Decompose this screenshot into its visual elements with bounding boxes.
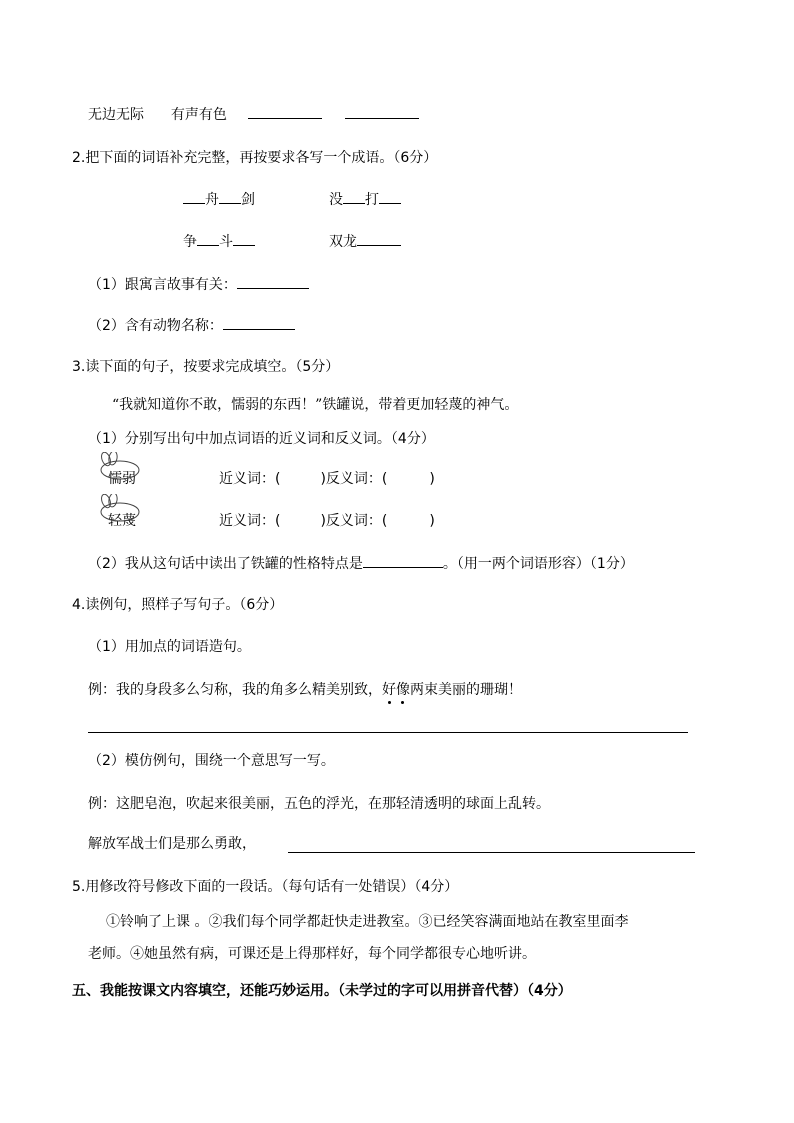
q1-blank-1[interactable] <box>248 104 322 119</box>
q3-sub2-post: 。（用一两个词语形容）（1分） <box>442 556 634 572</box>
idiom1-char-1: 舟 <box>205 192 219 208</box>
q5-line-1: ①铃响了上课 。②我们每个同学都赶快走进教室。③已经笑容满面地站在教室里面李 <box>106 914 629 930</box>
q2-sub2-text: （2）含有动物名称： <box>88 318 223 334</box>
q2-sub1 <box>88 274 309 295</box>
rabbit-icon <box>96 452 142 482</box>
example1-label: 例： <box>88 682 116 698</box>
q2-idiom-row-2b <box>329 231 401 252</box>
close-paren-1: ) <box>429 471 435 487</box>
q2-sub1-blank[interactable] <box>237 274 309 289</box>
q3-sub2 <box>88 553 634 574</box>
idiom3-blank-1[interactable] <box>197 231 219 246</box>
idiom2-char-2: 打 <box>365 192 379 208</box>
idiom2-blank-2[interactable] <box>379 189 401 204</box>
q2-title: 2.把下面的词语补充完整，再按要求各写一个成语。（6分） <box>72 150 438 166</box>
q4-sub2: （2）模仿例句，围绕一个意思写一写。 <box>88 753 335 769</box>
q3-sub2-blank[interactable] <box>363 553 443 568</box>
idiom3-char-1: 争 <box>183 234 197 250</box>
idiom4-blank[interactable] <box>357 231 401 246</box>
idiom3-char-2: 斗 <box>219 234 233 250</box>
rabbit-icon <box>96 494 142 524</box>
q1-word-a: 无边无际 <box>88 107 144 123</box>
q3-word1: 懦弱 <box>108 471 136 487</box>
q2-sub1-text: （1）跟寓言故事有关： <box>88 277 237 293</box>
q2-idiom-row-1b <box>329 189 401 210</box>
q4-answer-line-1[interactable] <box>88 732 688 733</box>
q2-sub2 <box>88 315 295 336</box>
synonym-label-2: 近义词：( <box>219 513 281 529</box>
idiom2-blank-1[interactable] <box>343 189 365 204</box>
q4-example1 <box>88 680 522 700</box>
q5-line-2: 老师。④她虽然有病，可课还是上得那样好，每个同学都很专心地听讲。 <box>88 946 536 962</box>
q3-sub1: （1）分别写出句中加点词语的近义词和反义词。（4分） <box>88 431 435 447</box>
q3-sub2-pre: （2）我从这句话中读出了铁罐的性格特点是 <box>88 556 363 572</box>
idiom1-char-2: 剑 <box>241 192 255 208</box>
q3-title: 3.读下面的句子，按要求完成填空。（5分） <box>72 359 340 375</box>
antonym-label-1: )反义词：( <box>320 471 388 487</box>
idiom1-blank-1[interactable] <box>183 189 205 204</box>
q3-word2-fill <box>219 511 435 531</box>
idiom2-char-1: 没 <box>329 192 343 208</box>
q4-prompt-row <box>88 834 256 854</box>
q1-word-b: 有声有色 <box>170 107 227 123</box>
example1-text-a: 我的身段多么匀称，我的角多么精美别致， <box>116 682 382 698</box>
q4-example2 <box>88 794 550 814</box>
example2-label: 例： <box>88 796 116 812</box>
q1-row <box>88 104 419 125</box>
q2-idiom-row-2 <box>183 231 255 252</box>
q4-sub1: （1）用加点的词语造句。 <box>88 639 251 655</box>
q3-word1-row <box>108 469 136 489</box>
example1-dotted-word: 好像 <box>382 682 410 698</box>
example1-text-b: 两束美丽的珊瑚！ <box>410 682 522 698</box>
q2-sub2-blank[interactable] <box>223 315 295 330</box>
q4-title: 4.读例句，照样子写句子。（6分） <box>72 597 284 613</box>
q4-answer-line-2[interactable] <box>288 852 695 853</box>
q1-blank-2[interactable] <box>345 104 419 119</box>
q3-word1-fill <box>219 469 435 489</box>
q5-title: 5.用修改符号修改下面的一段话。（每句话有一处错误）（4分） <box>72 879 459 895</box>
close-paren-2: ) <box>429 513 435 529</box>
section5-title: 五、我能按课文内容填空，还能巧妙运用。（未学过的字可以用拼音代替）（4分） <box>72 983 572 999</box>
idiom3-blank-2[interactable] <box>233 231 255 246</box>
q3-quote: “我就知道你不敢，懦弱的东西！”铁罐说，带着更加轻蔑的神气。 <box>112 397 519 413</box>
idiom4-chars: 双龙 <box>329 234 357 250</box>
antonym-label-2: )反义词：( <box>320 513 388 529</box>
q2-idiom-row-1 <box>183 189 255 210</box>
idiom1-blank-2[interactable] <box>219 189 241 204</box>
q3-word2: 轻蔑 <box>108 513 136 529</box>
synonym-label-1: 近义词：( <box>219 471 281 487</box>
q4-prompt: 解放军战士们是那么勇敢， <box>88 836 256 852</box>
q3-word2-row <box>108 511 136 531</box>
example2-text: 这肥皂泡，吹起来很美丽，五色的浮光，在那轻清透明的球面上乱转。 <box>116 796 550 812</box>
